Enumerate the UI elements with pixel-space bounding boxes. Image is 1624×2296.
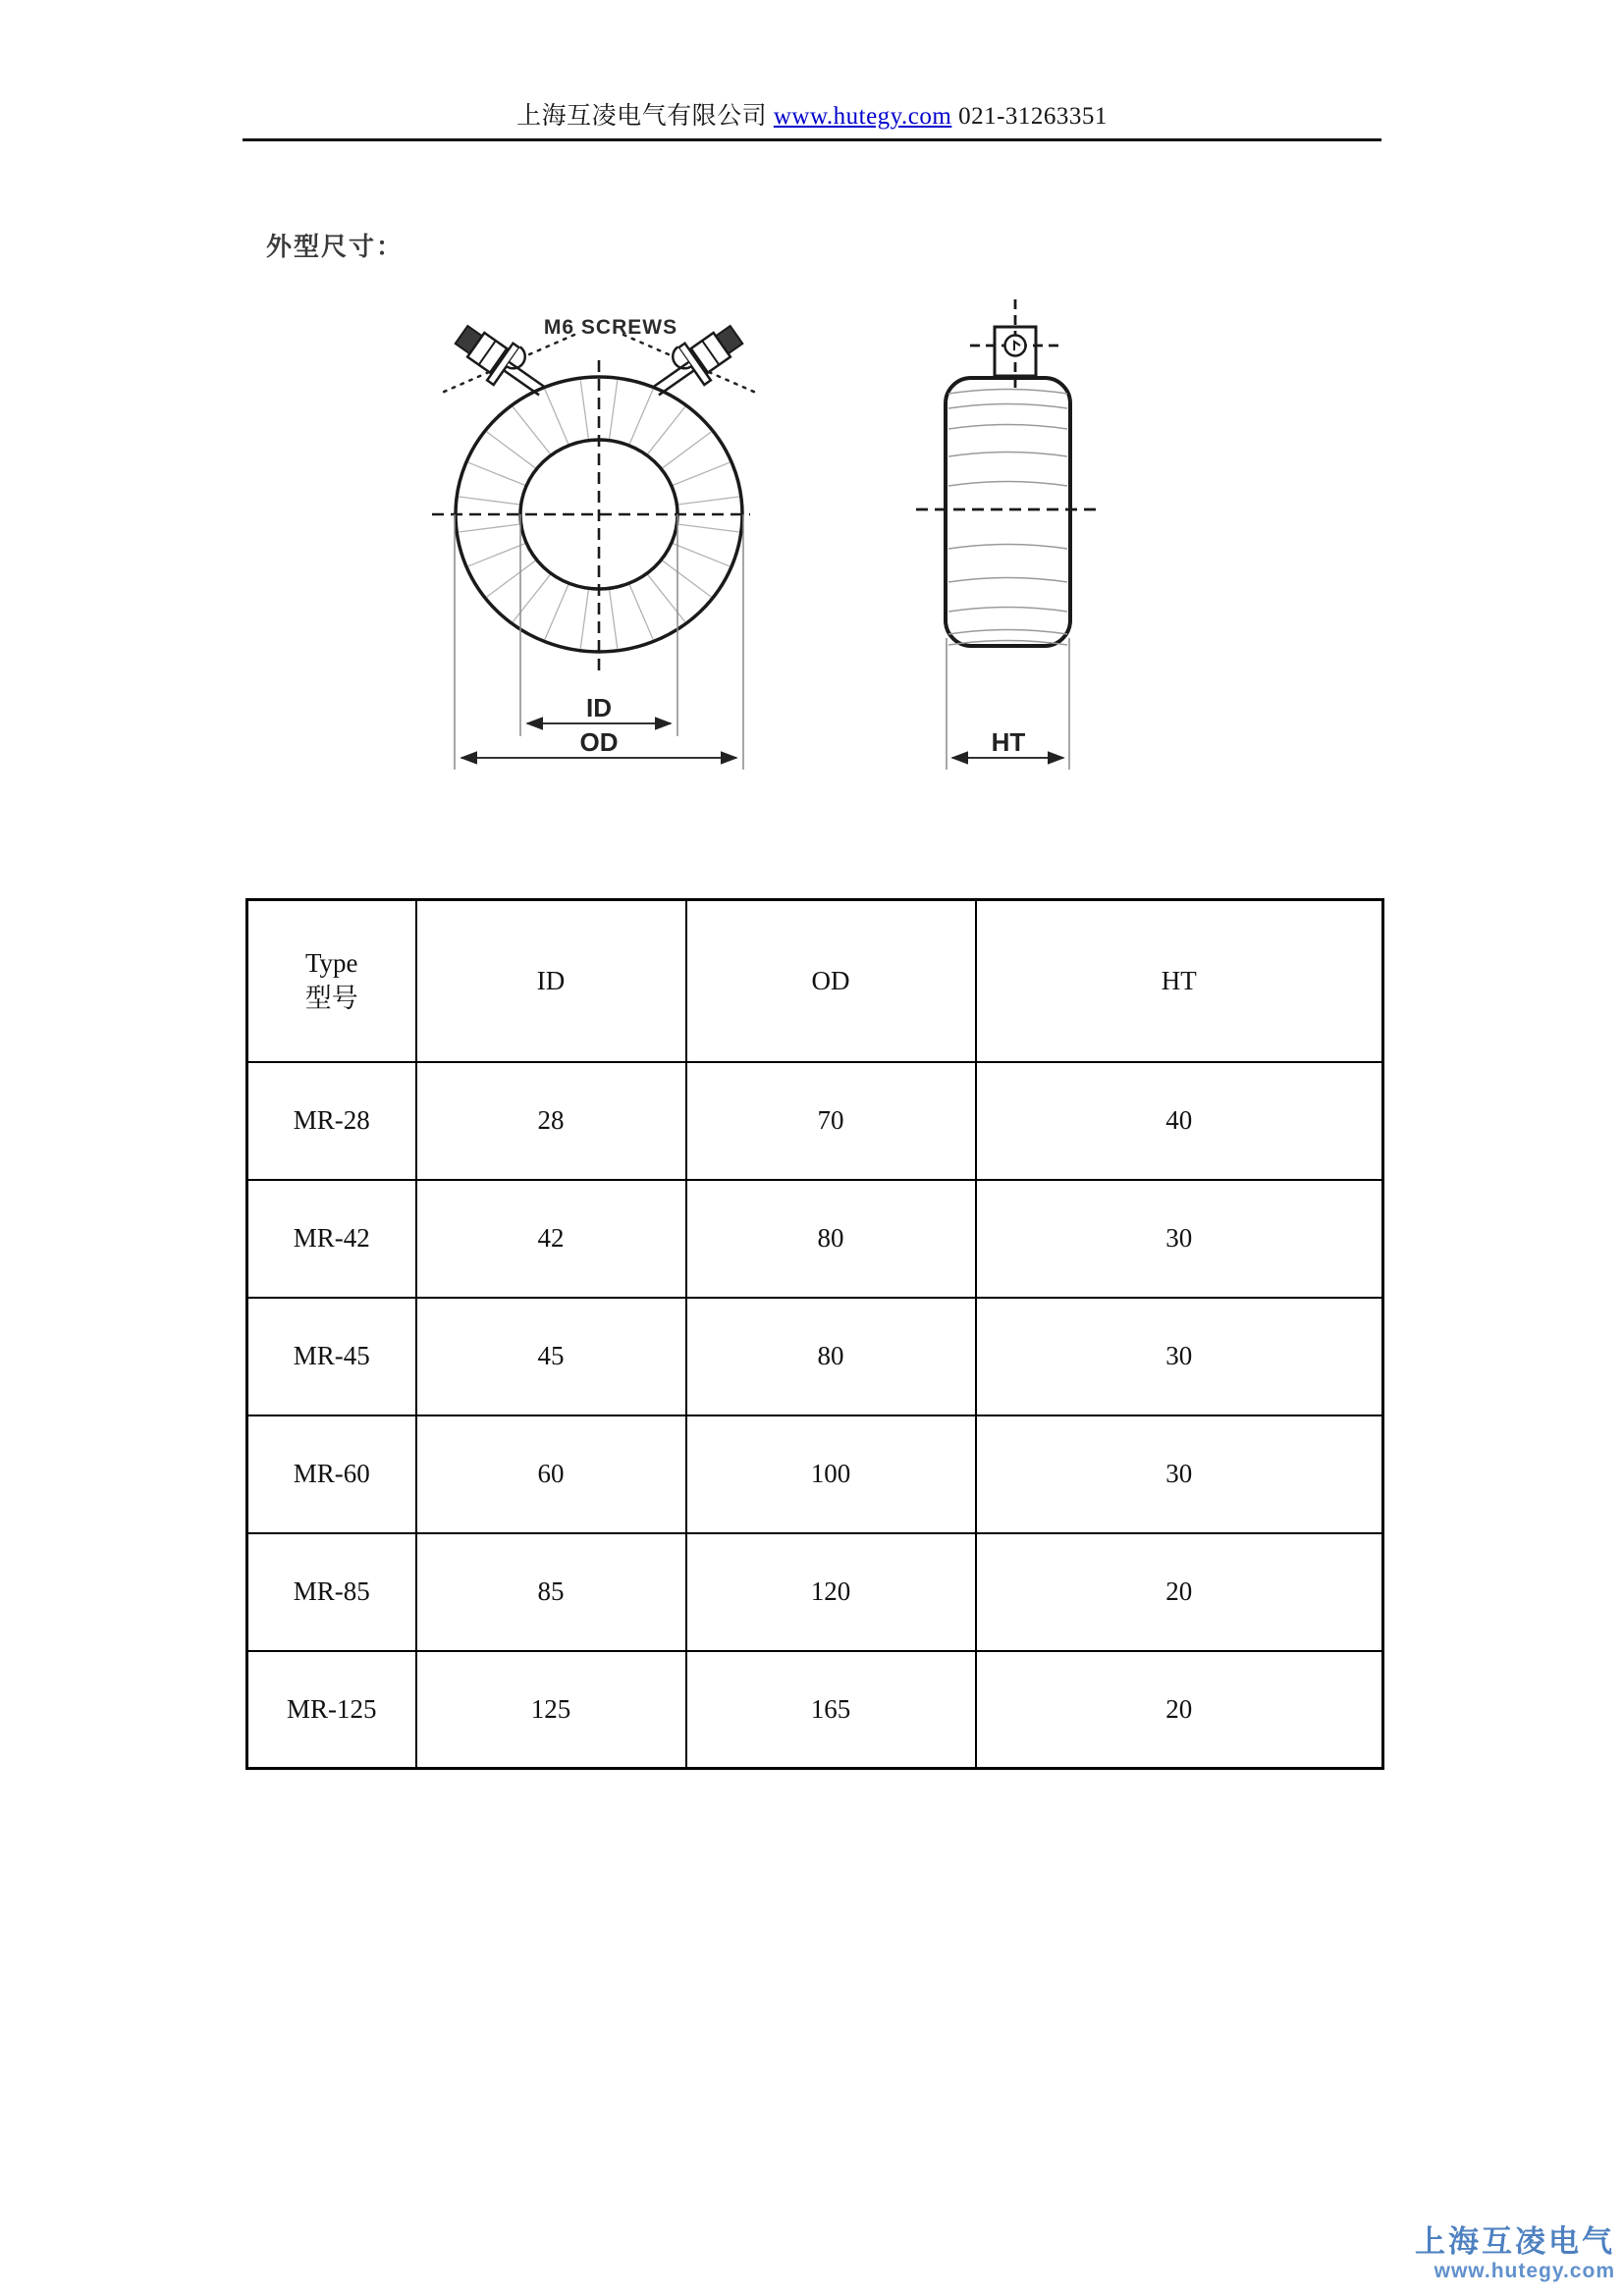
screws-label: M6 SCREWS: [543, 316, 678, 339]
cell-ht: 40: [976, 1062, 1383, 1180]
cell-id: 60: [416, 1415, 686, 1533]
header-website-link[interactable]: www.hutegy.com: [773, 103, 952, 130]
column-header-od: OD: [686, 900, 976, 1062]
cell-ht: 30: [976, 1298, 1383, 1415]
footer-watermark: [1415, 2224, 1615, 2283]
cell-od: 100: [686, 1415, 976, 1533]
cell-ht: 30: [976, 1180, 1383, 1298]
page-header: [0, 96, 1624, 132]
cell-od: 70: [686, 1062, 976, 1180]
cell-ht: 20: [976, 1651, 1383, 1769]
cell-type: MR-125: [247, 1651, 416, 1769]
cell-type: MR-42: [247, 1180, 416, 1298]
footer-brand-url: www.hutegy.com: [1434, 2259, 1615, 2282]
od-dimension: [461, 727, 736, 758]
table-row: [247, 1062, 1383, 1180]
dimension-drawing: [373, 290, 1159, 785]
table-row: [247, 1180, 1383, 1298]
cell-id: 85: [416, 1533, 686, 1651]
cell-type: MR-85: [247, 1533, 416, 1651]
cell-ht: 30: [976, 1415, 1383, 1533]
cell-ht: 20: [976, 1533, 1383, 1651]
toroid-front-view: [432, 315, 756, 770]
header-phone: 021-31263351: [951, 103, 1108, 130]
table-row: [247, 1298, 1383, 1415]
cell-type: MR-60: [247, 1415, 416, 1533]
table-row: [247, 1533, 1383, 1651]
toroid-side-view: [916, 299, 1102, 770]
id-dimension: [527, 693, 671, 723]
table-header-row: [247, 900, 1383, 1062]
od-dimension-label: OD: [579, 727, 619, 757]
header-company-name: 上海互凌电气有限公司: [516, 103, 774, 130]
cell-od: 80: [686, 1180, 976, 1298]
cell-type: MR-45: [247, 1298, 416, 1415]
cell-od: 80: [686, 1298, 976, 1415]
header-divider: [243, 138, 1381, 141]
dimension-spec-table: [245, 898, 1384, 1770]
cell-od: 120: [686, 1533, 976, 1651]
cell-id: 125: [416, 1651, 686, 1769]
table-row: [247, 1415, 1383, 1533]
cell-id: 42: [416, 1180, 686, 1298]
cell-od: 165: [686, 1651, 976, 1769]
ht-dimension-label: HT: [991, 727, 1026, 757]
column-header-type: Type 型号: [247, 900, 416, 1062]
section-title: 外型尺寸：: [266, 232, 405, 261]
table-row: [247, 1651, 1383, 1769]
footer-brand-name: 上海互凌电气: [1415, 2224, 1615, 2259]
id-dimension-label: ID: [586, 693, 612, 722]
column-header-id: ID: [416, 900, 686, 1062]
cell-id: 28: [416, 1062, 686, 1180]
cell-id: 45: [416, 1298, 686, 1415]
column-header-ht: HT: [976, 900, 1383, 1062]
cell-type: MR-28: [247, 1062, 416, 1180]
ht-dimension: [952, 727, 1063, 758]
